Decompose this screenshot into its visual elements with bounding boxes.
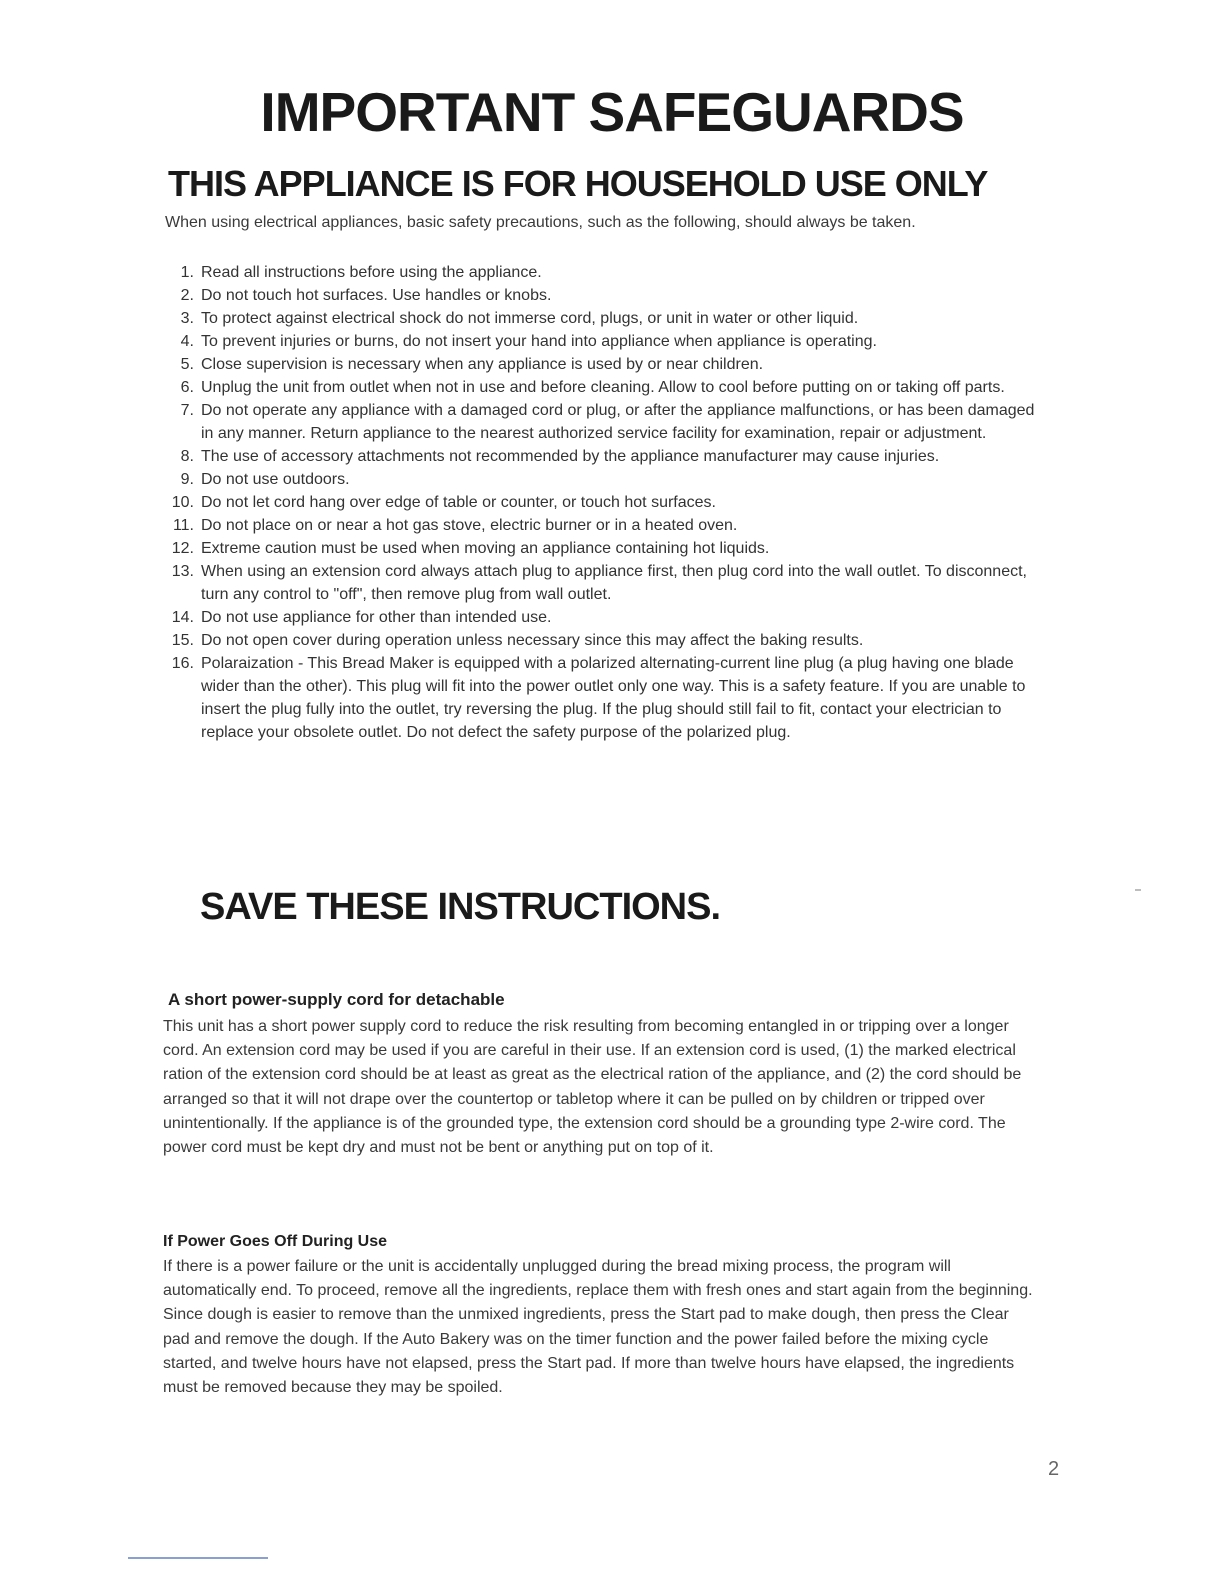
safeguard-number: 7.	[180, 402, 194, 419]
safeguard-text: Do not touch hot surfaces. Use handles or knobs.	[201, 287, 552, 304]
safeguard-text: Close supervision is necessary when any appliance is used by or near children.	[201, 356, 764, 373]
safeguard-text: Polaraization - This Bread Maker is equipped with a polarized alternating-current line plug (a plug having one blade wider than the other). This plug will fit into the power outlet only one way. This is a safety feature. If you are unable to insert the plug fully into the outlet, try reversing the plug. If the plug should still fail to fit, contact your electrician to replace your obsolete outlet. Do not defect the safety purpose of the polarized plug.	[201, 655, 1026, 741]
safeguard-number: 2.	[180, 287, 194, 304]
safeguard-item	[160, 376, 1040, 399]
safeguard-item	[160, 399, 1040, 445]
safeguard-number: 11.	[172, 517, 194, 534]
safeguard-number: 3.	[180, 310, 194, 327]
safeguard-text: When using an extension cord always attach plug to appliance first, then plug cord into the wall outlet. To disconnect, turn any control to "off", then remove plug from wall outlet.	[201, 563, 1027, 603]
page-number: 2	[1048, 1458, 1060, 1480]
safeguard-text: Do not place on or near a hot gas stove, electric burner or in a heated oven.	[201, 517, 738, 534]
safeguard-item	[160, 491, 1040, 514]
safeguard-item	[160, 652, 1040, 744]
safeguards-list	[160, 261, 1040, 744]
safeguard-item	[160, 606, 1040, 629]
safeguard-item	[160, 307, 1040, 330]
safeguard-number: 6.	[180, 379, 194, 396]
safeguard-number: 1.	[180, 264, 194, 281]
safeguard-item	[160, 445, 1040, 468]
safeguard-text: To protect against electrical shock do not immerse cord, plugs, or unit in water or other liquid.	[201, 310, 859, 327]
safeguard-text: To prevent injuries or burns, do not insert your hand into appliance when appliance is operating.	[201, 333, 877, 350]
safeguard-item	[160, 514, 1040, 537]
safeguard-item	[160, 330, 1040, 353]
safeguard-number: 14.	[171, 609, 194, 626]
safeguard-text: Read all instructions before using the appliance.	[201, 264, 542, 281]
safeguard-text: The use of accessory attachments not recommended by the appliance manufacturer may cause injuries.	[201, 448, 940, 465]
safeguard-number: 9.	[180, 471, 194, 488]
safeguard-number: 8.	[180, 448, 194, 465]
safeguard-number: 5.	[180, 356, 194, 373]
power-section-heading: If Power Goes Off During Use	[163, 1233, 388, 1250]
safeguard-number: 10.	[171, 494, 194, 511]
save-instructions-heading: SAVE THESE INSTRUCTIONS.	[200, 886, 721, 928]
safeguard-number: 16.	[171, 655, 194, 672]
power-section-body: If there is a power failure or the unit is accidentally unplugged during the bread mixing process, the program will automatically end. To proceed, remove all the ingredients, replace them with fresh ones and start again from the beginning. Since dough is easier to remove than the unmixed ingredients, press the Start pad to make dough, then press the Clear pad and remove the dough. If the Auto Bakery was on the timer function and the power failed before the mixing cycle started, and twelve hours have not elapsed, press the Start pad. If more than twelve hours have elapsed, the ingredients must be removed because they may be spoiled.	[163, 1258, 1033, 1397]
page-title: IMPORTANT SAFEGUARDS	[260, 81, 964, 143]
safeguard-item	[160, 353, 1040, 376]
safeguard-number: 15.	[171, 632, 194, 649]
safeguard-text: Do not use appliance for other than intended use.	[201, 609, 552, 626]
safeguard-text: Do not operate any appliance with a damaged cord or plug, or after the appliance malfunctions, or has been damaged in any manner. Return appliance to the nearest authorized service facility for examination, repair or adjustment.	[201, 402, 1035, 442]
safeguard-item	[160, 560, 1040, 606]
safeguard-item	[160, 537, 1040, 560]
safeguard-text: Do not use outdoors.	[201, 471, 350, 488]
safeguard-number: 13.	[171, 563, 194, 580]
safeguard-item	[160, 629, 1040, 652]
safeguard-number: 4.	[180, 333, 194, 350]
safeguard-item	[160, 468, 1040, 491]
safeguard-text: Unplug the unit from outlet when not in use and before cleaning. Allow to cool before putting on or taking off parts.	[201, 379, 1005, 396]
safeguard-item	[160, 284, 1040, 307]
cord-section-heading: A short power-supply cord for detachable	[168, 990, 505, 1009]
safeguard-number: 12.	[171, 540, 194, 557]
safeguard-text: Do not let cord hang over edge of table or counter, or touch hot surfaces.	[201, 494, 716, 511]
intro-paragraph: When using electrical appliances, basic safety precautions, such as the following, should always be taken.	[165, 214, 916, 231]
safeguard-item	[160, 261, 1040, 284]
safeguard-text: Do not open cover during operation unless necessary since this may affect the baking results.	[201, 632, 864, 649]
safeguard-text: Extreme caution must be used when moving an appliance containing hot liquids.	[201, 540, 770, 557]
household-use-heading: THIS APPLIANCE IS FOR HOUSEHOLD USE ONLY	[168, 163, 988, 204]
scan-mark	[1135, 889, 1141, 891]
scan-line	[128, 1557, 268, 1559]
cord-section-body: This unit has a short power supply cord to reduce the risk resulting from becoming entangled in or tripping over a longer cord. An extension cord may be used if you are careful in their use. If an extension cord is used, (1) the marked electrical ration of the extension cord should be at least as great as the electrical ration of the appliance, and (2) the cord should be arranged so that it will not drape over the countertop or tabletop where it can be pulled on by children or tripped over unintentionally. If the appliance is of the grounded type, the extension cord should be a grounding type 2-wire cord. The power cord must be kept dry and must not be bent or anything put on top of it.	[163, 1018, 1022, 1157]
